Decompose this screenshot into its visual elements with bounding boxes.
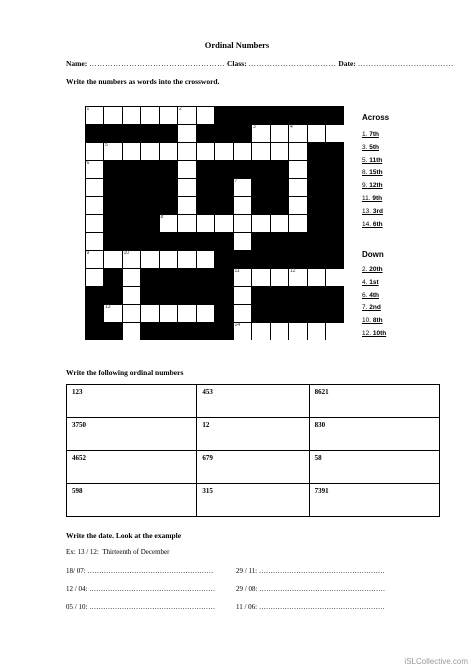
crossword-cell[interactable] <box>86 251 104 268</box>
across-heading: Across <box>362 113 390 122</box>
crossword-cell[interactable] <box>86 197 104 214</box>
crossword-cell[interactable] <box>160 143 178 160</box>
date-answer-field[interactable]: ……………………………………………… <box>258 567 385 575</box>
clue-number: 4 <box>290 123 293 130</box>
crossword-cell[interactable] <box>104 143 122 160</box>
clue-answer: 1st <box>367 278 379 286</box>
clue-number: 10 <box>123 249 130 256</box>
down-clue <box>362 266 383 273</box>
number-cell[interactable]: 7391 <box>309 484 439 517</box>
date-answer-field[interactable]: ……………………………………………… <box>259 585 386 593</box>
number-cell[interactable]: 4652 <box>67 451 197 484</box>
clue-number: 2 <box>179 105 182 112</box>
clue-answer: 9th <box>370 195 383 202</box>
clue-num: 6. <box>362 291 368 299</box>
date-example <box>66 548 170 556</box>
crossword-cell[interactable] <box>271 323 289 340</box>
crossword-cell[interactable] <box>123 143 141 160</box>
date-item <box>236 567 385 575</box>
date-value: 18/ 07: <box>66 567 88 575</box>
crossword-cell[interactable] <box>178 107 196 124</box>
ordinal-numbers-table <box>66 384 440 517</box>
date-value: 05 / 10: <box>66 603 90 611</box>
crossword-cell[interactable] <box>123 251 141 268</box>
crossword-cell[interactable] <box>86 179 104 196</box>
crossword-cell[interactable] <box>326 125 344 142</box>
across-clue <box>362 169 383 176</box>
number-cell[interactable]: 12 <box>197 418 309 451</box>
crossword-cell[interactable] <box>234 143 252 160</box>
crossword-cell[interactable] <box>123 287 141 304</box>
crossword-cell[interactable] <box>104 251 122 268</box>
crossword-cell[interactable] <box>178 161 196 178</box>
date-answer-field[interactable]: ……………………………………………… <box>89 603 216 611</box>
clue-num: 2. <box>362 266 368 273</box>
name-field[interactable]: …………………………………………… <box>89 59 226 68</box>
clue-answer: 12th <box>367 182 383 190</box>
clue-number: 9 <box>86 249 90 256</box>
number-cell[interactable]: 123 <box>67 385 197 418</box>
table-row <box>67 418 440 451</box>
clue-number: 14 <box>234 321 241 328</box>
crossword-cell[interactable] <box>326 323 344 340</box>
date-item <box>66 567 213 575</box>
crossword-cell[interactable] <box>160 107 178 124</box>
date-example-answer: Thirteenth of December <box>102 548 170 556</box>
crossword-cell[interactable] <box>234 323 252 340</box>
clue-num: 3. <box>362 143 368 151</box>
clue-number: 1 <box>86 105 90 112</box>
crossword-cell[interactable] <box>123 323 141 340</box>
date-answer-field[interactable]: ……………………………………………… <box>87 567 214 575</box>
number-cell[interactable]: 453 <box>197 385 309 418</box>
clue-num: 5. <box>362 156 368 164</box>
clue-number: 3 <box>253 123 256 130</box>
crossword-grid <box>85 106 344 340</box>
crossword-cell[interactable] <box>123 269 141 286</box>
crossword-cell[interactable] <box>234 269 252 286</box>
clue-answer: 5th <box>367 143 379 151</box>
crossword-cell[interactable] <box>252 143 270 160</box>
date-item <box>66 603 215 611</box>
crossword-cell[interactable] <box>289 179 307 196</box>
crossword-cell[interactable] <box>234 305 252 322</box>
crossword-cell[interactable] <box>308 125 326 142</box>
across-clue <box>362 131 379 138</box>
clue-answer: 8th <box>371 317 383 325</box>
crossword-cell[interactable] <box>252 323 270 340</box>
clue-answer: 6th <box>371 220 383 228</box>
down-clue <box>362 279 379 286</box>
clue-number: 5 <box>105 141 108 148</box>
crossword-cell[interactable] <box>197 215 215 232</box>
crossword-cell[interactable] <box>178 179 196 196</box>
clue-answer: 7th <box>367 131 379 138</box>
crossword-cell[interactable] <box>326 269 344 286</box>
crossword-cell[interactable] <box>289 269 307 286</box>
crossword-cell[interactable] <box>86 233 104 250</box>
crossword-cell[interactable] <box>308 323 326 340</box>
clue-num: 14. <box>362 220 372 228</box>
across-clue <box>362 157 382 164</box>
clue-num: 1. <box>362 131 368 138</box>
clue-answer: 2nd <box>367 304 381 312</box>
date-value: 29 / 08: <box>236 585 260 593</box>
crossword-cell[interactable] <box>178 125 196 142</box>
class-label: Class: <box>227 59 247 68</box>
clue-answer: 3rd <box>371 207 383 215</box>
crossword-cell[interactable] <box>289 143 307 160</box>
across-clue <box>362 195 382 202</box>
crossword-cell[interactable] <box>178 215 196 232</box>
crossword-cell[interactable] <box>252 215 270 232</box>
crossword-cell[interactable] <box>197 251 215 268</box>
site-watermark: iSLCollective.com <box>404 657 468 666</box>
clue-answer: 11th <box>367 156 383 164</box>
clue-answer: 10th <box>371 330 387 337</box>
crossword-cell[interactable] <box>234 215 252 232</box>
across-clue <box>362 221 383 228</box>
crossword-cell[interactable] <box>215 215 233 232</box>
crossword-cell[interactable] <box>234 233 252 250</box>
clue-answer: 20th <box>367 266 383 273</box>
crossword-cell[interactable] <box>289 125 307 142</box>
down-heading: Down <box>362 250 384 259</box>
across-clue <box>362 182 383 189</box>
crossword-cell[interactable] <box>308 269 326 286</box>
clue-num: 12. <box>362 330 372 337</box>
number-cell[interactable]: 315 <box>197 484 309 517</box>
crossword-cell[interactable] <box>141 107 159 124</box>
clue-num: 11. <box>362 195 371 202</box>
crossword-cell[interactable] <box>86 107 104 124</box>
date-example-label: Ex: 13 / 12: <box>66 548 99 556</box>
down-clue <box>362 330 386 337</box>
crossword-cell[interactable] <box>123 107 141 124</box>
clue-number: 13 <box>105 303 111 310</box>
clue-num: 9. <box>362 182 368 190</box>
clue-number: 11 <box>234 267 240 274</box>
clue-num: 8. <box>362 169 368 177</box>
crossword-cell[interactable] <box>160 305 178 322</box>
number-cell[interactable]: 679 <box>197 451 309 484</box>
crossword-cell[interactable] <box>86 143 104 160</box>
crossword-cell[interactable] <box>178 197 196 214</box>
crossword-cell[interactable] <box>252 125 270 142</box>
class-field[interactable]: …………………………… <box>248 59 337 68</box>
down-clue <box>362 304 381 311</box>
down-clue <box>362 317 383 324</box>
clue-number: 12 <box>290 267 296 274</box>
crossword-cell[interactable] <box>160 215 178 232</box>
table-row <box>67 451 440 484</box>
clue-num: 7. <box>362 304 368 312</box>
date-value: 29 / 11: <box>236 567 259 575</box>
date-label: Date: <box>338 59 356 68</box>
clue-num: 10. <box>362 317 372 325</box>
crossword-cell[interactable] <box>234 287 252 304</box>
crossword-cell[interactable] <box>197 107 215 124</box>
crossword-cell[interactable] <box>104 107 122 124</box>
crossword-cell[interactable] <box>197 143 215 160</box>
crossword-cell[interactable] <box>178 305 196 322</box>
name-label: Name: <box>66 59 88 68</box>
crossword-cell[interactable] <box>141 143 159 160</box>
crossword-cell[interactable] <box>160 251 178 268</box>
date-item <box>236 585 385 593</box>
date-item <box>236 603 385 611</box>
table-row <box>67 385 440 418</box>
worksheet-title: Ordinal Numbers <box>204 40 270 50</box>
crossword-cell[interactable] <box>271 143 289 160</box>
date-item <box>66 585 215 593</box>
number-cell[interactable]: 3750 <box>67 418 197 451</box>
crossword-cell[interactable] <box>289 215 307 232</box>
crossword-cell[interactable] <box>234 179 252 196</box>
clue-answer: 15th <box>367 169 383 177</box>
number-cell[interactable]: 830 <box>309 418 439 451</box>
ordinals-instruction: Write the following ordinal numbers <box>66 368 184 377</box>
crossword-cell[interactable] <box>86 161 104 178</box>
down-clue <box>362 292 379 299</box>
clue-answer: 4th <box>367 291 379 299</box>
date-field[interactable]: ……………………………… <box>357 59 454 68</box>
across-clue <box>362 144 379 151</box>
crossword-cell[interactable] <box>252 269 270 286</box>
clue-num: 13. <box>362 207 372 215</box>
crossword-instruction: Write the numbers as words into the crossword. <box>66 77 220 86</box>
clue-num: 4. <box>362 278 368 286</box>
crossword-cell[interactable] <box>234 197 252 214</box>
number-cell[interactable]: 598 <box>67 484 197 517</box>
crossword-cell[interactable] <box>178 251 196 268</box>
date-value: 11 / 06: <box>236 603 259 611</box>
crossword-cell[interactable] <box>289 161 307 178</box>
crossword-cell[interactable] <box>271 269 289 286</box>
table-row <box>67 484 440 517</box>
date-answer-field[interactable]: ……………………………………………… <box>89 585 216 593</box>
clue-number: 7 <box>234 177 238 184</box>
crossword-cell[interactable] <box>271 215 289 232</box>
dates-instruction: Write the date. Look at the example <box>66 531 182 540</box>
crossword-cell[interactable] <box>215 143 233 160</box>
crossword-cell[interactable] <box>86 215 104 232</box>
crossword-cell[interactable] <box>289 197 307 214</box>
date-answer-field[interactable]: ……………………………………………… <box>258 603 385 611</box>
crossword-cell[interactable] <box>289 323 307 340</box>
crossword-cell[interactable] <box>197 305 215 322</box>
number-cell[interactable]: 8621 <box>309 385 439 418</box>
across-clue <box>362 208 383 215</box>
crossword-cell[interactable] <box>271 125 289 142</box>
clue-number: 6 <box>86 159 90 166</box>
crossword-cell[interactable] <box>86 269 104 286</box>
clue-number: 8 <box>160 213 164 220</box>
number-cell[interactable]: 58 <box>309 451 439 484</box>
crossword-cell[interactable] <box>104 305 122 322</box>
crossword-cell[interactable] <box>123 305 141 322</box>
crossword-cell[interactable] <box>141 251 159 268</box>
date-value: 12 / 04: <box>66 585 90 593</box>
crossword-cell[interactable] <box>178 143 196 160</box>
header-fields <box>66 59 454 68</box>
crossword-cell[interactable] <box>141 305 159 322</box>
